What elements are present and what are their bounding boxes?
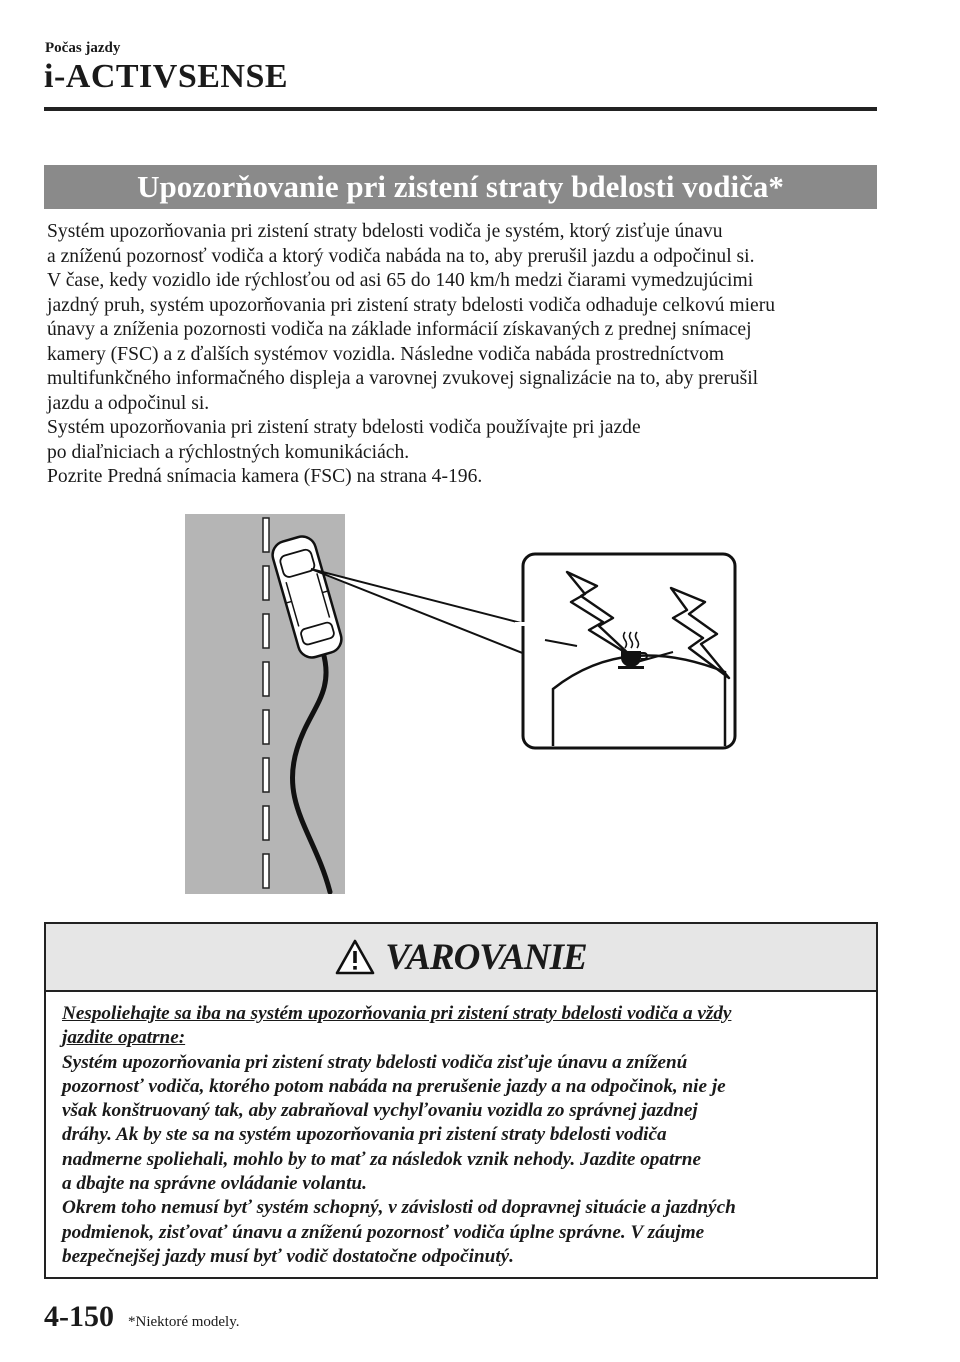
warning-line: podmienok, zisťovať únavu a zníženú pozornosť vodiča úplne správne. V záujme	[62, 1221, 705, 1243]
body-line: únavy a zníženia pozornosti vodiča na základe informácií získavaných z prednej snímacej	[47, 319, 752, 340]
body-line: kamery (FSC) a z ďalších systémov vozidla. Následne vodiča nabáda prostredníctvom	[47, 343, 725, 365]
warning-line: dráhy. Ak by ste sa na systém upozorňovania pri zistení straty bdelosti vodiča	[62, 1124, 667, 1146]
body-line: V čase, kedy vozidlo ide rýchlosťou od asi 65 do 140 km/h medzi čiarami vymedzujúcimi	[47, 270, 754, 291]
illustration	[185, 514, 740, 894]
warning-header	[46, 924, 876, 992]
footnote: *Niektoré modely.	[128, 1314, 240, 1330]
warning-line: však konštruovaný tak, aby zabraňoval vychyľovaniu vozidla zo správnej jazdnej	[62, 1100, 698, 1122]
body-line: jazdu a odpočinul si.	[47, 392, 210, 414]
warning-lead-line: Nespoliehajte sa iba na systém upozorňovania pri zistení straty bdelosti vodiča a vždy	[62, 1003, 732, 1024]
body-line: po diaľniciach a rýchlostných komunikáciách.	[47, 441, 410, 463]
warning-line: Okrem toho nemusí byť systém schopný, v závislosti od dopravnej situácie a jazdných	[62, 1197, 736, 1219]
body-line: Systém upozorňovania pri zistení straty bdelosti vodiča je systém, ktorý zisťuje únavu	[47, 221, 723, 242]
warning-line: pozornosť vodiča, ktorého potom nabáda na prerušenie jazdy a na odpočinok, nie je	[62, 1075, 726, 1097]
warning-body	[62, 1002, 862, 1269]
chapter-title: i-ACTIVSENSE	[44, 58, 289, 95]
body-text	[47, 220, 877, 490]
warning-line: bezpečnejšej jazdy musí byť vodič dostatočne odpočinutý.	[62, 1245, 514, 1267]
body-line: multifunkčného informačného displeja a varovnej zvukovej signalizácie na to, aby prerušil	[47, 368, 759, 389]
header-rule	[44, 107, 877, 111]
warning-line: Systém upozorňovania pri zistení straty bdelosti vodiča zisťuje únavu a zníženú	[62, 1051, 688, 1073]
body-line: Pozrite Predná snímacia kamera (FSC) na strana 4-196.	[47, 466, 483, 487]
warning-box	[44, 922, 878, 1279]
body-line: Systém upozorňovania pri zistení straty bdelosti vodiča používajte pri jazde	[47, 417, 641, 438]
warning-triangle-icon	[335, 939, 375, 975]
warning-title: VAROVANIE	[385, 936, 587, 978]
warning-line: a dbajte na správne ovládanie volantu.	[62, 1173, 367, 1195]
warning-line: nadmerne spoliehali, mohlo by to mať za následok vznik nehody. Jazdite opatrne	[62, 1148, 701, 1170]
section-banner: Upozorňovanie pri zistení straty bdelosti vodiča*	[44, 165, 877, 209]
page-number: 4-150	[44, 1300, 114, 1333]
body-line: jazdný pruh, systém upozorňovania pri zistení straty bdelosti vodiča odhaduje celkovú mieru	[47, 294, 776, 316]
warning-lead-line: jazdite opatrne:	[62, 1027, 186, 1049]
body-line: a zníženú pozornosť vodiča a ktorý vodiča nabáda na to, aby prerušil jazdu a odpočinul si.	[47, 245, 755, 267]
section-label: Počas jazdy	[45, 40, 121, 56]
